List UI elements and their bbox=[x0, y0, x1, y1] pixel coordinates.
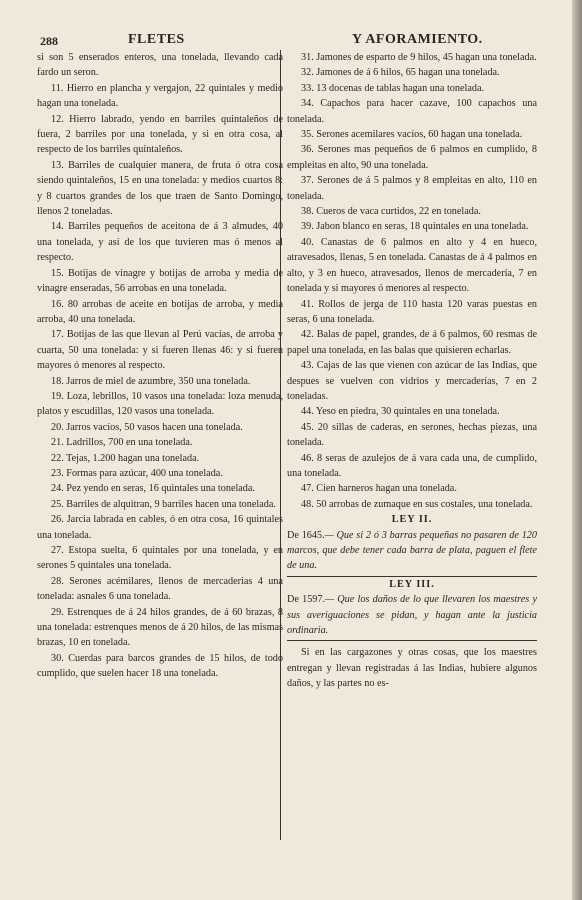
page-number: 288 bbox=[40, 34, 58, 48]
paragraph: 38. Cueros de vaca curtidos, 22 en tonelada. bbox=[301, 206, 481, 218]
paragraph: 25. Barriles de alquitran, 9 barriles hacen una tonelada. bbox=[51, 498, 276, 510]
paragraph: 34. Capachos para hacer cazave, 100 capachos una tonelada. bbox=[287, 98, 537, 125]
paragraph: 29. Estrenques de á 24 hilos grandes, de á 60 brazas, 8 una tonelada: estrenques menos de á 20 hilos, de las mismas brazas, 10 en tonelada. bbox=[37, 606, 283, 649]
paragraph: 12. Hierro labrado, yendo en barriles quintaleños de fuera, 2 barriles por una tonelada, y si en otra cosa, al respecto de los barriles quintaleños. bbox=[37, 113, 283, 156]
paragraph: 26. Jarcia labrada en cables, ó en otra cosa, 16 quintales una tonelada. bbox=[37, 514, 283, 541]
law-summary-text: — Que si 2 ó 3 barras pequeñas no pasaren de 120 marcos, que debe tener cada barra de plata, paguen el flete de una. bbox=[287, 529, 537, 572]
paragraph: 32. Jamones de á 6 hilos, 65 hagan una tonelada. bbox=[301, 67, 500, 79]
paragraph: 28. Serones acémilares, llenos de mercaderías 4 una tonelada: asnales 6 una tonelada. bbox=[37, 575, 283, 603]
paragraph: 13. Barriles de cualquier manera, de fruta ó otra cosa siendo quintaleños, 15 en una tonelada: y medios cuartos 8: y 8 cuartos grandes de los que traen de Santo Domingo, llenos 2 toneladas. bbox=[37, 159, 283, 218]
paragraph: 35. Serones acemilares vacíos, 60 hagan una tonelada. bbox=[301, 129, 523, 141]
paragraph: 20. Jarros vacíos, 50 vasos hacen una tonelada. bbox=[51, 421, 243, 433]
law-heading: LEY III. bbox=[389, 578, 435, 590]
paragraph: 31. Jamones de esparto de 9 hilos, 45 hagan una tonelada. bbox=[301, 52, 537, 63]
law-summary-text: — Que los daños de lo que llevaren los maestres y sus averiguaciones se pidan, y hagan ante la justicia ordinaria. bbox=[287, 594, 537, 637]
paragraph: 30. Cuerdas para barcos grandes de 15 hilos, de todo cumplido, que suelen hacer 18 una tonelada. bbox=[37, 652, 283, 680]
paragraph: si son 5 enserados enteros, una tonelada, llevando cada fardo un seron. bbox=[37, 52, 283, 79]
right-column bbox=[287, 50, 537, 692]
paragraph: 11. Hierro en plancha y vergajon, 22 quintales y medio hagan una tonelada. bbox=[37, 82, 283, 110]
paragraph: 15. Botijas de vinagre y botijas de arroba y media de vinagre enseradas, 56 arrobas en una tonelada. bbox=[37, 267, 283, 295]
law-year: De 1645. bbox=[287, 529, 325, 541]
law-year: De 1597. bbox=[287, 594, 326, 606]
paragraph: 24. Pez yendo en seras, 16 quintales una tonelada. bbox=[51, 483, 255, 495]
paragraph: 16. 80 arrobas de aceite en botijas de arroba, y media arroba, 40 una tonelada. bbox=[37, 298, 283, 325]
paragraph: 36. Serones mas pequeños de 6 palmos en cumplido, 8 empleitas en alto, 90 una tonelada. bbox=[287, 144, 537, 171]
paragraph: 48. 50 arrobas de zumaque en sus costales, una tonelada. bbox=[301, 498, 533, 510]
paragraph: 42. Balas de papel, grandes, de á 6 palmos, 60 resmas de papel una tonelada, en las balas que quisieren echarlas. bbox=[287, 329, 537, 356]
paragraph: 18. Jarros de miel de azumbre, 350 una tonelada. bbox=[51, 375, 251, 387]
paragraph: 41. Rollos de jerga de 110 hasta 120 varas puestas en seras, 6 una tonelada. bbox=[287, 298, 537, 325]
paragraph: 33. 13 docenas de tablas hagan una tonelada. bbox=[301, 82, 485, 94]
paragraph: 27. Estopa suelta, 6 quintales por una tonelada, y en serones 5 quintales una tonelada. bbox=[37, 545, 283, 572]
law-heading: LEY II. bbox=[391, 514, 433, 526]
paragraph: 47. Cien harneros hagan una tonelada. bbox=[301, 483, 457, 495]
paragraph: 21. Ladrillos, 700 en una tonelada. bbox=[51, 437, 193, 449]
paragraph: 19. Loza, lebrillos, 10 vasos una tonelada: loza menuda, platos y escudillas, 120 vasos una tonelada. bbox=[37, 390, 283, 418]
law-body: Si en las cargazones y otras cosas, que los maestres entregan y llevan registradas á las Indias, hubiere algunos daños, y las partes no es- bbox=[287, 647, 537, 690]
law-summary bbox=[287, 592, 537, 641]
page-edge-shadow bbox=[572, 0, 582, 900]
paragraph: 37. Serones de á 5 palmos y 8 empleitas en alto, 110 en tonelada. bbox=[287, 175, 537, 202]
running-title-left: FLETES bbox=[128, 32, 185, 47]
paragraph: 14. Barriles pequeños de aceitona de á 3 almudes, 40 una tonelada, y así de los que tuvieren mas ó menos al respecto. bbox=[37, 221, 283, 264]
paragraph: 40. Canastas de 6 palmos en alto y 4 en hueco, atravesados, llenas, 5 en tonelada. Canastas de á 4 palmos en alto, y 3 en hueco, atravesados, llenos de mercadería, 7 en tonelada y si mayores ó menores al respecto. bbox=[287, 236, 537, 295]
paragraph: 22. Tejas, 1.200 hagan una tonelada. bbox=[51, 452, 200, 464]
paragraph: 17. Botijas de las que llevan al Perú vacías, de arroba y cuarta, 50 una tonelada: y si fueren llenas 46: y si fueren mayores ó menores al respecto. bbox=[37, 329, 283, 372]
paragraph: 43. Cajas de las que vienen con azúcar de las Indias, que despues se vuelven con vidrios y mercaderías, 7 en 2 toneladas. bbox=[287, 360, 537, 402]
law-summary bbox=[287, 528, 537, 577]
running-title-right: Y AFORAMIENTO. bbox=[352, 32, 483, 47]
paragraph: 45. 20 sillas de caderas, en serones, hechas piezas, una tonelada. bbox=[287, 421, 537, 449]
paragraph: 23. Formas para azúcar, 400 una tonelada. bbox=[51, 467, 223, 479]
paragraph: 44. Yeso en piedra, 30 quintales en una tonelada. bbox=[301, 406, 500, 418]
paragraph: 46. 8 seras de azulejos de á vara cada una, de cumplido, una tonelada. bbox=[287, 452, 537, 479]
paragraph: 39. Jabon blanco en seras, 18 quintales en una tonelada. bbox=[301, 221, 529, 233]
left-column bbox=[37, 50, 283, 682]
